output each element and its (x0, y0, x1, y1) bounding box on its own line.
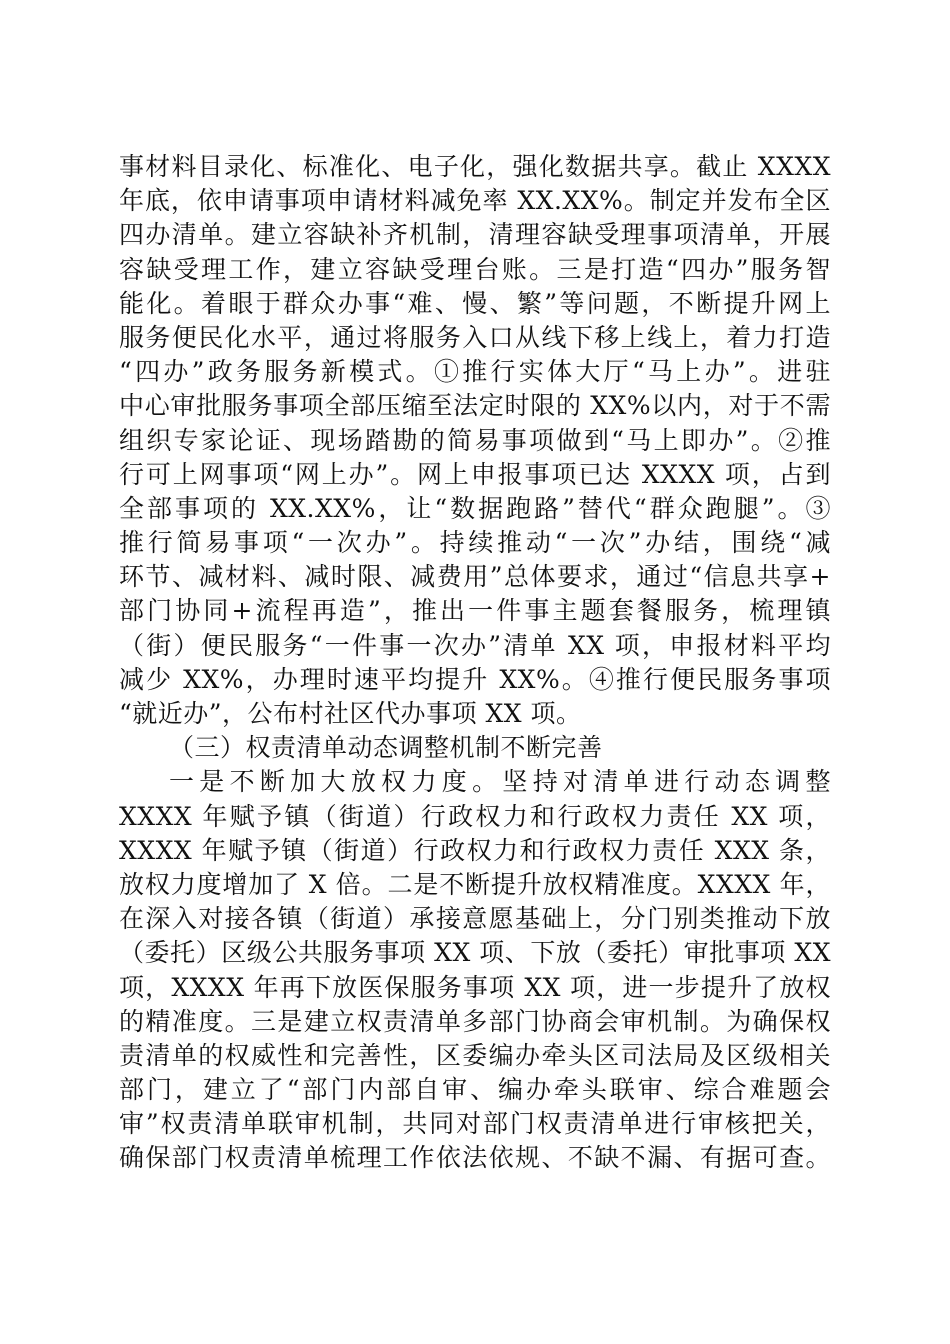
section-heading: （三）权责清单动态调整机制不断完善 (169, 733, 603, 763)
text-line: 年底，依申请事项申请材料减免率 XX.XX%。制定并发布全区 (119, 186, 831, 216)
text-line: 责清单的权威性和完善性，区委编办牵头区司法局及区级相关 (119, 1040, 831, 1070)
document-page (119, 150, 831, 1176)
text-line: 部门，建立了“部门内部自审、编办牵头联审、综合难题会 (119, 1075, 831, 1105)
text-line: 服务便民化水平，通过将服务入口从线下移上线上，着力打造 (119, 322, 831, 352)
text-line: 的精准度。三是建立权责清单多部门协商会审机制。为确保权 (119, 1006, 831, 1036)
text-line: 在深入对接各镇（街道）承接意愿基础上，分门别类推动下放 (119, 904, 831, 934)
text-line: 事材料目录化、标准化、电子化，强化数据共享。截止 XXXX (119, 152, 831, 181)
text-line: 一是不断加大放权力度。坚持对清单进行动态调整 (169, 767, 831, 797)
text-line: XXXX 年赋予镇（街道）行政权力和行政权力责任 XX 项， (119, 801, 831, 831)
text-line: 确保部门权责清单梳理工作依法依规、不缺不漏、有据可查。 (119, 1143, 831, 1173)
text-line: 放权力度增加了 X 倍。二是不断提升放权精准度。XXXX 年， (119, 869, 831, 899)
text-line: 全部事项的 XX.XX%，让“数据跑路”替代“群众跑腿”。③ (119, 493, 831, 523)
text-line: 中心审批服务事项全部压缩至法定时限的 XX%以内，对于不需 (119, 391, 831, 421)
text-line: 审”权责清单联审机制，共同对部门权责清单进行审核把关， (119, 1109, 831, 1139)
text-line: 能化。着眼于群众办事“难、慢、繁”等问题，不断提升网上 (119, 288, 831, 318)
text-line: 四办清单。建立容缺补齐机制，清理容缺受理事项清单，开展 (119, 220, 831, 250)
text-line: 减少 XX%，办理时速平均提升 XX%。④推行便民服务事项 (119, 664, 831, 694)
text-line: “就近办”，公布村社区代办事项 XX 项。 (119, 699, 582, 728)
text-line: 部门协同+流程再造”，推出一件事主题套餐服务，梳理镇 (119, 596, 831, 626)
text-line: 项，XXXX 年再下放医保服务事项 XX 项，进一步提升了放权 (119, 972, 831, 1002)
text-line: XXXX 年赋予镇（街道）行政权力和行政权力责任 XXX 条， (119, 835, 831, 865)
text-line: 环节、减材料、减时限、减费用”总体要求，通过“信息共享+ (119, 562, 831, 592)
text-line: “四办”政务服务新模式。①推行实体大厅“马上办”。进驻 (119, 357, 831, 387)
text-line: （街）便民服务“一件事一次办”清单 XX 项，申报材料平均 (119, 630, 831, 660)
text-line: （委托）区级公共服务事项 XX 项、下放（委托）审批事项 XX (119, 938, 831, 968)
text-line: 行可上网事项“网上办”。网上申报事项已达 XXXX 项，占到 (119, 459, 831, 489)
text-line: 组织专家论证、现场踏勘的简易事项做到“马上即办”。②推 (119, 425, 831, 455)
text-line: 容缺受理工作，建立容缺受理台账。三是打造“四办”服务智 (119, 254, 831, 284)
text-line: 推行简易事项“一次办”。持续推动“一次”办结，围绕“减 (119, 528, 831, 558)
